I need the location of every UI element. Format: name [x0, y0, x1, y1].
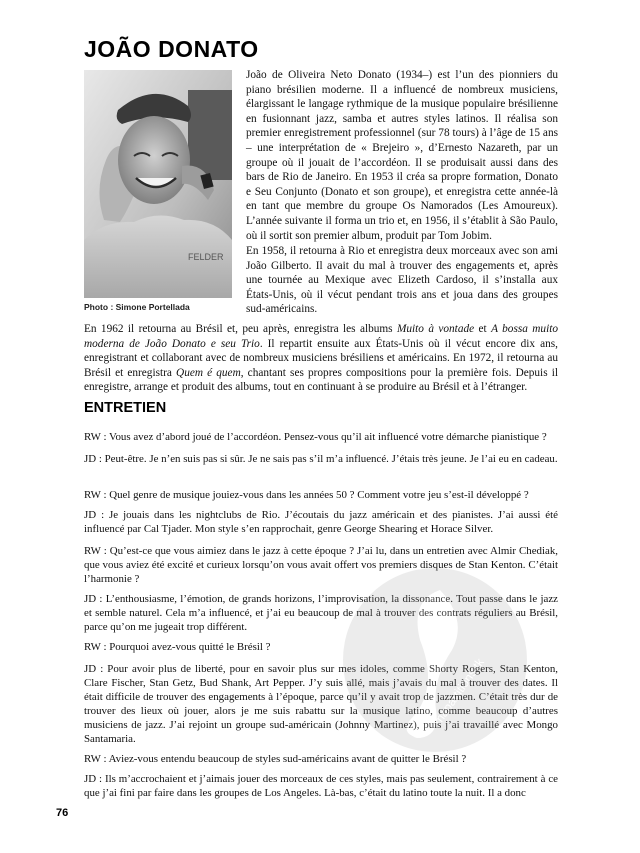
intro-paragraph-3 — [84, 322, 558, 395]
album-title: A bossa muito moderna de João Donato e seu Trio — [84, 323, 558, 350]
interview-entry: JD : L’enthousiasme, l’émotion, de grands horizons, l’improvisation, la dissonance. Tout passe dans le jazz et semble naturel. Cela m’a influencé, et j’ai eu beaucoup de mal à trouver des contrats réguliers au Brésil, parce qu’on me jugeait trop différent. — [84, 593, 558, 633]
shirt-logo-text: FELDER — [188, 252, 224, 262]
interview-entry: JD : Je jouais dans les nightclubs de Rio. J’écoutais du jazz américain et des pianistes. J’ai aussi été influencé par Cal Tjader. Mon style s’en rapprochait, genre George Shearing et Horace Silver. — [84, 509, 558, 535]
album-title: Muito à vontade — [396, 323, 475, 335]
text-run: , chantant ses propres compositions pour la première fois. Depuis il enregistre, arrange et produit des albums, tout en continuant à se produire au Brésil et à l’étranger. — [84, 366, 558, 394]
interview-entry: RW : Aviez-vous entendu beaucoup de styles sud-américains avant de quitter le Brésil ? — [84, 753, 467, 765]
interview-entry: JD : Peut-être. Je n’en suis pas si sûr. Je ne sais pas s’il m’a influencé. J’étais très jeune. Je l’ai eu en cadeau. — [84, 453, 558, 465]
album-title: Quem é quem — [176, 366, 241, 379]
interview-entry: JD : Ils m’accrochaient et j’aimais jouer des morceaux de ces styles, mais pas seulement, contrairement à ce que j’ai fini par faire dans les groupes de Los Angeles. Là-bas, c’était du latino toute la nuit. Il a donc — [84, 773, 558, 799]
watermark-text: mapartitions.tk — [430, 655, 487, 728]
interview-entry: RW : Vous avez d’abord joué de l’accordéon. Pensez-vous qu’il ait influencé votre démarche pianistique ? — [84, 431, 547, 443]
intro-paragraph-2: En 1958, il retourna à Rio et enregistra deux morceaux avec son ami João Gilberto. Il avait du mal à trouver des engagements et, après une tournée au Mexique avec Elizeth Cardoso, il s’installa aux États-Unis, où il vécut pendant trois ans et joua dans des groupes sud-américains. — [246, 245, 558, 316]
interview-entry: RW : Pourquoi avez-vous quitté le Brésil ? — [84, 641, 271, 653]
text-run: En 1962 il retourna au Brésil et, peu après, enregistra les albums — [84, 323, 397, 335]
portrait-photo — [84, 70, 232, 298]
page-number: 76 — [56, 807, 69, 819]
interview-entry: RW : Qu’est-ce que vous aimiez dans le jazz à cette époque ? J’ai lu, dans un entretien avec Almir Chediak, que vous aviez été excité et curieux lorsqu’on vous avait offert vos premiers disques de Stan Kenton. C’était l’harmonie ? — [84, 545, 558, 585]
text-run: . Il repartit ensuite aux États-Unis où il vécut encore dix ans, enregistrant et collaborant avec de nombreux musiciens brésiliens et américains. En 1972, il retourna au Brésil et enregistra — [84, 337, 558, 379]
text-run: et — [474, 323, 492, 335]
interview-entry: RW : Quel genre de musique jouiez-vous dans les années 50 ? Comment votre jeu s’est-il développé ? — [84, 489, 529, 501]
intro-paragraph-1: João de Oliveira Neto Donato (1934–) est l’un des pionniers du piano brésilien moderne. Il a influencé de nombreux musiciens, élargissant le langage rythmique de la musique populaire brésilienne en fusionnant jazz, samba et autres styles latinos. Il réalisa son premier enregistrement professionnel (sur 78 tours) à l’âge de 15 ans – une interprétation de « Brejeiro », d’Ernesto Nazareth, par un groupe où il jouait de l’accordéon. Il se produisait aussi dans des bars de Rio de Janeiro. En 1953 il créa sa propre formation, Donato e Seu Conjunto (Donato et son groupe), et enregistra cette année-là en tant que membre du groupe Os Namorados (Les Amoureux). L’année suivante il forma un trio et, en 1956, il s’établit à São Paulo, où il sortit son premier album, produit par Tom Jobim. — [246, 69, 558, 242]
interview-heading: ENTRETIEN — [84, 400, 167, 416]
page-title: JOÃO DONATO — [84, 36, 259, 62]
interview-entry: JD : Pour avoir plus de liberté, pour en savoir plus sur mes idoles, comme Shorty Rogers, Stan Kenton, Clare Fischer, Stan Getz, Bud Shank, Art Pepper. J’y suis allé, mais j’avais du mal à trouver des dates. Il était difficile de trouver des engagements à l’époque, parce qu’il y avait trop de jazzmen. C’était très dur de trouver des lieux où jouer, alors je me suis rabattu sur la musique latino, comme beaucoup d’autres musiciens de jazz. J’ai rejoint un groupe sud-américain (Johnny Martinez), puis j’ai travaillé avec Mongo Santamaria. — [84, 663, 558, 745]
photo-credit: Photo : Simone Portellada — [84, 302, 190, 312]
